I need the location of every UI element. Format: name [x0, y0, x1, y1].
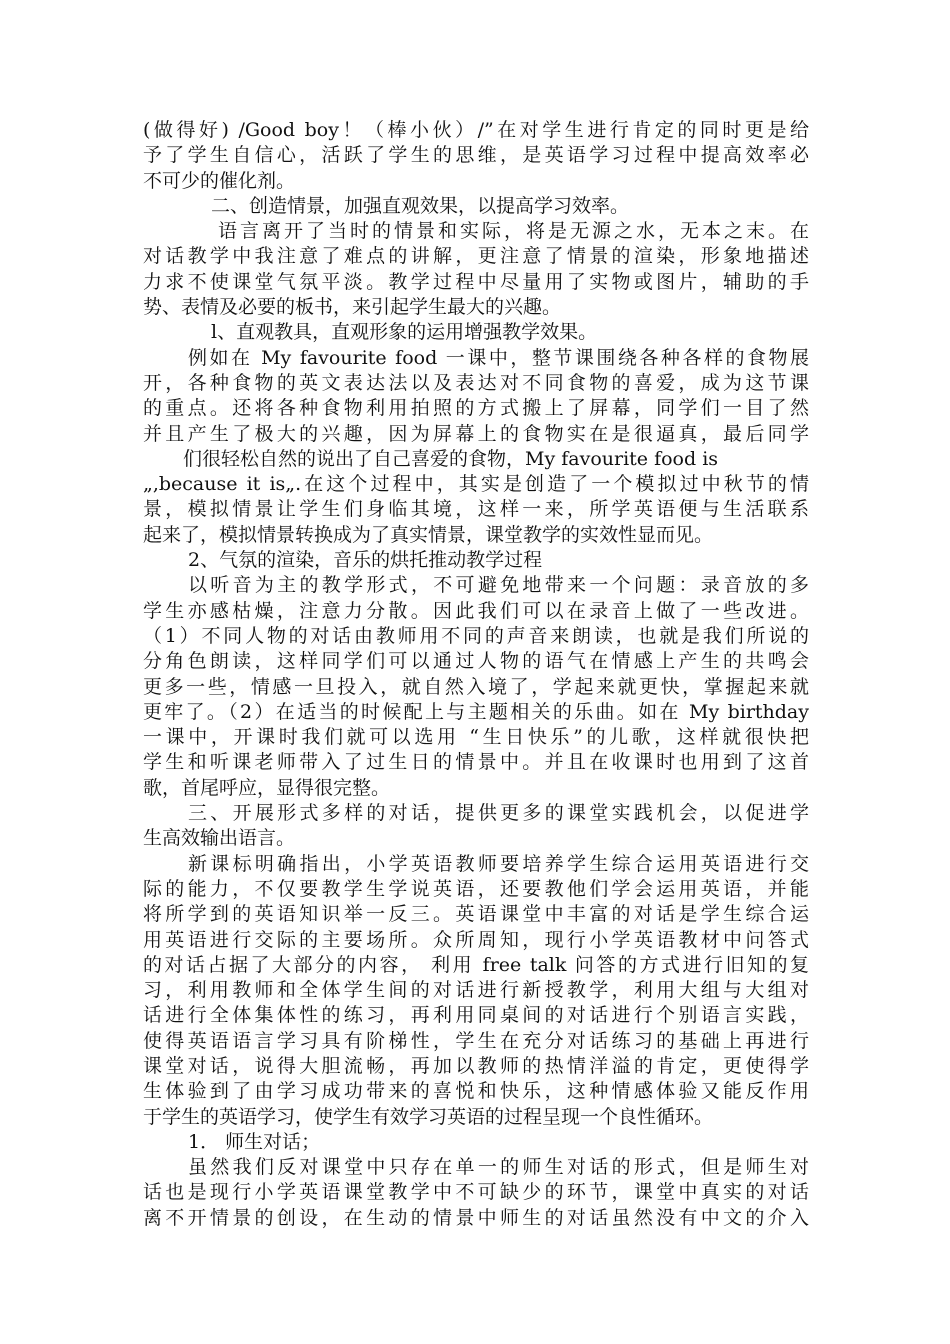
text-line: 于学生的英语学习，使学生有效学习英语的过程呈现一个良性循环。: [143, 1105, 714, 1128]
text-line: 虽然我们反对课堂中只存在单一的师生对话的形式，但是师生对: [188, 1156, 809, 1179]
text-line: 并且产生了极大的兴趣，因为屏幕上的食物实在是很逼真，最后同学: [143, 422, 809, 445]
text-line: 力求不使课堂气氛平淡。教学过程中尽量用了实物或图片，辅助的手: [143, 270, 809, 293]
text-line: 的对话占据了大部分的内容， 利用 free talk 问答的方式进行旧知的复: [143, 953, 809, 976]
text-line: 将所学到的英语知识举一反三。英语课堂中丰富的对话是学生综合运: [143, 903, 809, 926]
text-line: (做得好) /Good boy！（棒小伙）/”在对学生进行肯定的同时更是给: [143, 119, 809, 141]
text-line: 更牢了。（2）在适当的时候配上与主题相关的乐曲。如在 My birthday: [143, 700, 809, 723]
text-line: 势、表情及必要的板书，来引起学生最大的兴趣。: [143, 296, 562, 319]
text-line: „,because it is„.在这个过程中，其实是创造了一个模拟过中秋节的情: [143, 473, 809, 496]
text-line: 起来了，模拟情景转换成为了真实情景，课堂教学的实效性显而见。: [143, 523, 714, 546]
text-line: 们很轻松自然的说出了自己喜爱的食物，My favourite food is: [183, 447, 719, 470]
text-line: 分角色朗读，这样同学们可以通过人物的语气在情感上产生的共鸣会: [143, 650, 809, 673]
text-line: （1）不同人物的对话由教师用不同的声音来朗读，也就是我们所说的: [143, 624, 809, 647]
text-line: 景，模拟情景让学生们身临其境，这样一来，所学英语便与生活联系: [143, 498, 809, 521]
text-line: 予了学生自信心，活跃了学生的思维，是英语学习过程中提高效率必: [143, 144, 809, 167]
section-heading: 三、开展形式多样的对话，提供更多的课堂实践机会，以促进学: [188, 802, 809, 825]
text-line: 际的能力，不仅要教学生学说英语，还要教他们学会运用英语，并能: [143, 877, 809, 900]
text-line: 学生亦感枯燥，注意力分散。因此我们可以在录音上做了一些改进。: [143, 599, 809, 622]
text-line: 歌，首尾呼应，显得很完整。: [143, 776, 391, 799]
subsection-heading: l、直观教具，直观形象的运用增强教学效果。: [211, 321, 598, 344]
text-line: 习，利用教师和全体学生间的对话进行新授教学，利用大组与大组对: [143, 979, 809, 1002]
text-line: 用英语进行交际的主要场所。众所周知，现行小学英语教材中问答式: [143, 928, 809, 951]
text-line: 新课标明确指出，小学英语教师要培养学生综合运用英语进行交: [188, 852, 809, 875]
section-heading: 二、创造情景，加强直观效果，以提高学习效率。: [211, 194, 630, 217]
subsection-heading: 2、气氛的渲染，音乐的烘托推动教学过程: [188, 549, 543, 572]
text-line: 课堂对话，说得大胆流畅，再加以教师的热情洋溢的肯定，更使得学: [143, 1054, 809, 1077]
text-line: 话进行全体集体性的练习，再利用同桌间的对话进行个别语言实践，: [143, 1004, 809, 1027]
document-body: [143, 118, 809, 1231]
text-line: 对话教学中我注意了难点的讲解，更注意了情景的渲染，形象地描述: [143, 245, 809, 268]
text-line: 生体验到了由学习成功带来的喜悦和快乐，这种情感体验又能反作用: [143, 1080, 809, 1103]
text-line: 使得英语语言学习具有阶梯性，学生在充分对话练习的基础上再进行: [143, 1029, 809, 1052]
text-line: 话也是现行小学英语课堂教学中不可缺少的环节，课堂中真实的对话: [143, 1181, 809, 1204]
text-line: 学生和听课老师带入了过生日的情景中。并且在收课时也用到了这首: [143, 751, 809, 774]
text-line: 离不开情景的创设，在生动的情景中师生的对话虽然没有中文的介入: [143, 1206, 809, 1229]
text-line: 以听音为主的教学形式，不可避免地带来一个问题：录音放的多: [188, 574, 809, 597]
text-line: 语言离开了当时的情景和实际，将是无源之水，无本之末。在: [218, 220, 809, 243]
text-line: 例如在 My favourite food 一课中，整节课围绕各种各样的食物展: [188, 346, 809, 369]
text-line: 不可少的催化剂。: [143, 169, 296, 192]
text-line: 更多一些，情感一旦投入，就自然入境了，学起来就更快，掌握起来就: [143, 675, 809, 698]
text-line: 开，各种食物的英文表达法以及表达对不同食物的喜爱，成为这节课: [143, 371, 809, 394]
numbered-heading: 1． 师生对话；: [188, 1130, 321, 1153]
text-line: 的重点。还将各种食物利用拍照的方式搬上了屏幕，同学们一目了然: [143, 397, 809, 420]
text-line: 一课中，开课时我们就可以选用 “生日快乐”的儿歌，这样就很快把: [143, 726, 809, 749]
section-heading: 生高效输出语言。: [143, 827, 296, 850]
